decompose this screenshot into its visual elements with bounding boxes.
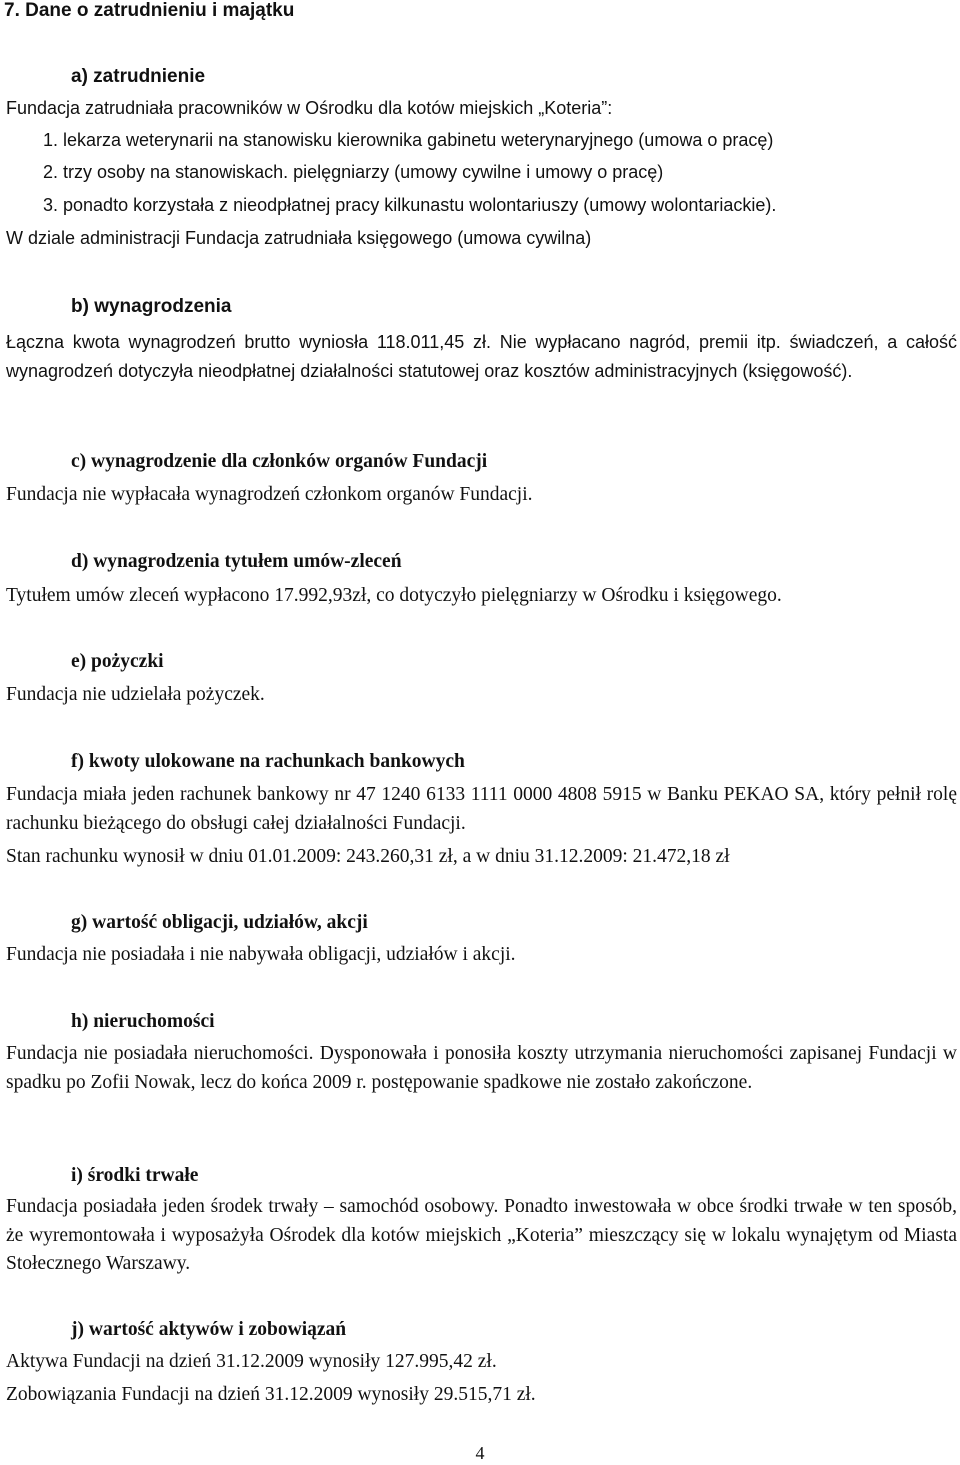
real-estate-text: Fundacja nie posiadała nieruchomości. Dysponowała i ponosiła koszty utrzymania nieruchomości zapisanej Fundacji w spadku po Zofii Nowak, lecz do końca 2009 r. postępowanie spadkowe nie zostało zakończone.	[6, 1043, 957, 1093]
employment-item-3: 3. ponadto korzystała z nieodpłatnej pracy kilkunastu wolontariuszy (umowy wolontariackie).	[43, 195, 777, 215]
heading-salaries: b) wynagrodzenia	[71, 296, 232, 317]
loans-text: Fundacja nie udzielała pożyczek.	[6, 684, 265, 705]
page-number: 4	[475, 1443, 485, 1463]
bank-text: Fundacja miała jeden rachunek bankowy nr 47 1240 6133 1111 0000 4808 5915 w Banku PEKAO SA, który pełnił rolę rachunku bieżącego do obsługi całej działalności Fundacji.	[6, 784, 957, 834]
heading-contracts: d) wynagrodzenia tytułem umów-zleceń	[71, 551, 402, 572]
liabilities-text: Zobowiązania Fundacji na dzień 31.12.2009 wynosiły 29.515,71 zł.	[6, 1384, 536, 1405]
board-pay-text: Fundacja nie wypłacała wynagrodzeń członkom organów Fundacji.	[6, 484, 533, 505]
section-title: 7. Dane o zatrudnieniu i majątku	[4, 0, 295, 21]
employment-item-1: 1. lekarza weterynarii na stanowisku kierownika gabinetu weterynaryjnego (umowa o pracę)	[43, 130, 774, 150]
bank-balance: Stan rachunku wynosił w dniu 01.01.2009: 243.260,31 zł, a w dniu 31.12.2009: 21.472,18 zł	[6, 846, 730, 867]
fixed-assets-text: Fundacja posiadała jeden środek trwały – samochód osobowy. Ponadto inwestowała w obce środki trwałe w ten sposób, że wyremontowała i wyposażyła Ośrodek dla kotów miejskich „Koteria” mieszczący się w lokalu wynajętym od Miasta Stołecznego Warszawy.	[6, 1196, 957, 1274]
heading-bank: f) kwoty ulokowane na rachunkach bankowych	[71, 751, 465, 772]
heading-assets-liabilities: j) wartość aktywów i zobowiązań	[71, 1319, 347, 1340]
heading-real-estate: h) nieruchomości	[71, 1011, 215, 1032]
heading-board-pay: c) wynagrodzenie dla członków organów Fundacji	[71, 451, 488, 472]
employment-intro: Fundacja zatrudniała pracowników w Ośrodku dla kotów miejskich „Koteria”:	[6, 98, 613, 118]
assets-text: Aktywa Fundacji na dzień 31.12.2009 wynosiły 127.995,42 zł.	[6, 1351, 497, 1372]
employment-admin: W dziale administracji Fundacja zatrudniała księgowego (umowa cywilna)	[6, 228, 592, 248]
salaries-text: Łączna kwota wynagrodzeń brutto wyniosła 118.011,45 zł. Nie wypłacano nagród, premii itp. świadczeń, a całość wynagrodzeń dotyczyła nieodpłatnej działalności statutowej oraz kosztów administracyjnych (księgowość).	[6, 332, 957, 381]
employment-item-2: 2. trzy osoby na stanowiskach. pielęgniarzy (umowy cywilne i umowy o pracę)	[43, 162, 664, 182]
heading-fixed-assets: i) środki trwałe	[71, 1165, 199, 1186]
heading-bonds: g) wartość obligacji, udziałów, akcji	[71, 912, 368, 933]
contracts-text: Tytułem umów zleceń wypłacono 17.992,93zł, co dotyczyło pielęgniarzy w Ośrodku i księgowego.	[6, 585, 782, 606]
heading-loans: e) pożyczki	[71, 651, 164, 672]
heading-employment: a) zatrudnienie	[71, 66, 206, 87]
bonds-text: Fundacja nie posiadała i nie nabywała obligacji, udziałów i akcji.	[6, 944, 516, 965]
